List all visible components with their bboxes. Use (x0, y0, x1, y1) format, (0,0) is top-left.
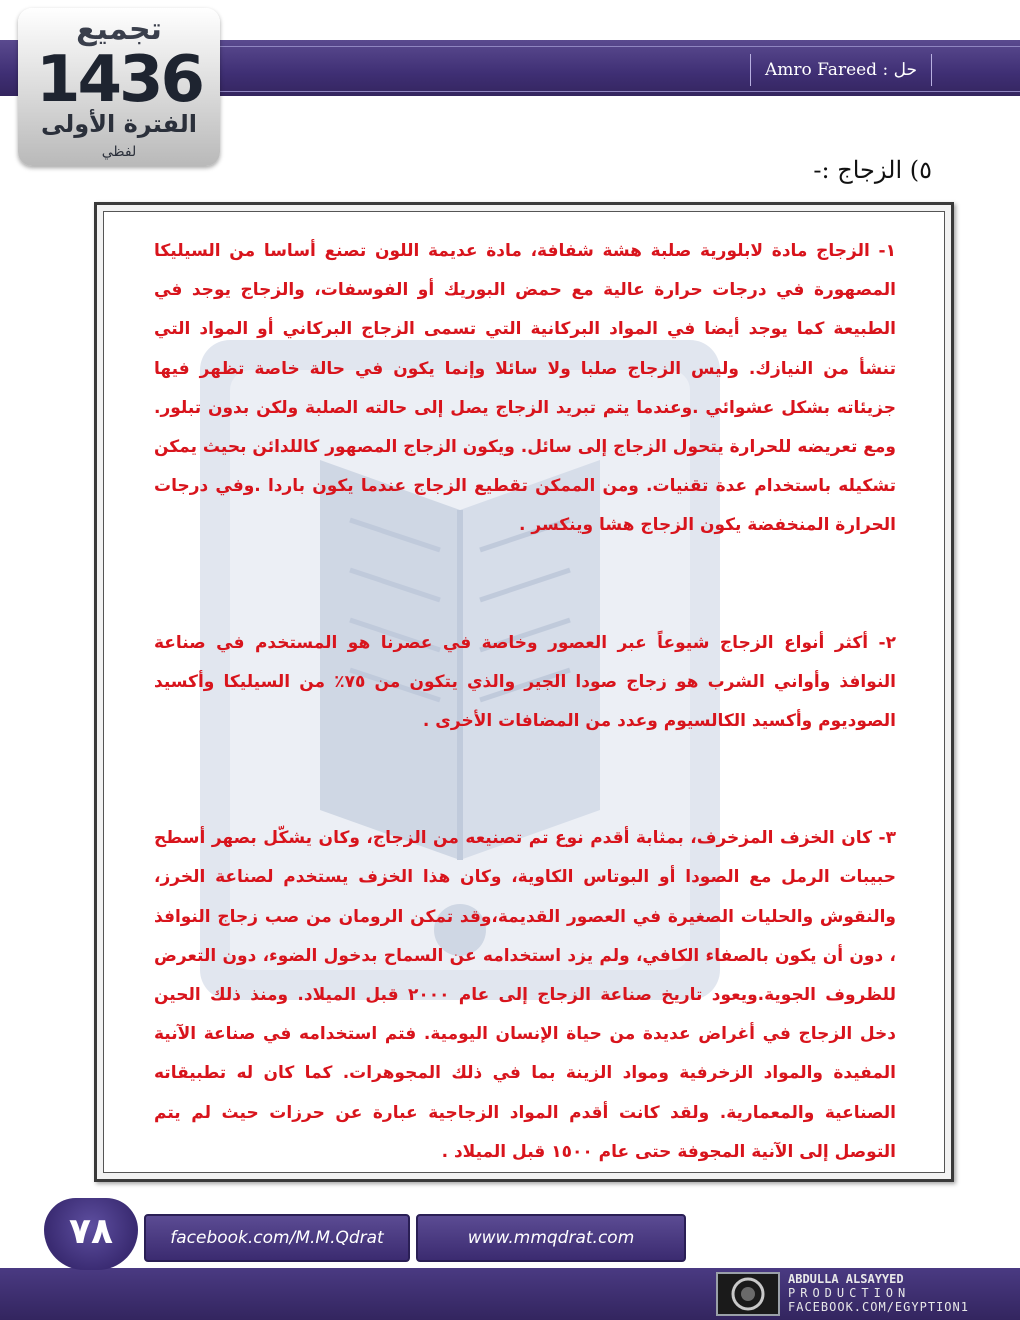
website-link[interactable]: www.mmqdrat.com (416, 1214, 686, 1262)
producer-role: PRODUCTION (788, 1286, 911, 1300)
page-number-badge: ٧٨ (44, 1198, 138, 1270)
producer-page: FACEBOOK.COM/EGYPTION1 (788, 1300, 969, 1314)
logo-year: 1436 (35, 43, 203, 117)
producer-name: ABDULLA ALSAYYED (788, 1272, 904, 1286)
paragraph-2: ٢- أكثر أنواع الزجاج شيوعاً عبر العصور وخاصة في عصرنا هو المستخدم في صناعة النوافذ وأواني الشرب هو زجاج صودا الجير والذي يتكون من ٧٥٪ من السيليكا وأكسيد الصوديوم وأكسيد الكالسيوم وعدد من المضافات الأخرى . (154, 632, 897, 732)
camera-lens-icon (716, 1272, 780, 1316)
paragraph-3: ٣- كان الخزف المزخرف، بمثابة أقدم نوع تم تصنيعه من الزجاج، وكان يشكّل بصهر أسطح حبيبات الرمل مع الصودا أو البوتاس الكاوية، وكان هذا الخزف يستخدم لصناعة الخرز، والنقوش والحليات الصغيرة في العصور القديمة،وقد تمكن الرومان من صب زجاج النوافذ ، دون أن يكون بالصفاء الكافي، ولم يزد استخدامه عن السماح بدخول الضوء، دون التعرض للظروف الجوية.ويعود تاريخ صناعة الزجاج إلى عام ٢٠٠٠ قبل الميلاد. ومنذ ذلك الحين دخل الزجاج في أغراض عديدة من حياة الإنسان اليومية. فتم استخدامه في صناعة الآنية المفيدة والمواد الزخرفية ومواد الزينة بما في ذلك المجوهرات. كما كان له تطبيقاته الصناعية والمعمارية. ولقد كانت أقدم المواد الزجاجية عبارة عن حرزات حيث لم يتم التوصل إلى الآنية المجوفة حتى عام ١٥٠٠ قبل الميلاد . (154, 828, 896, 1162)
logo-word: تجميع (76, 12, 162, 47)
collection-logo (18, 8, 220, 166)
producer-credit (716, 1272, 1016, 1316)
facebook-link[interactable]: facebook.com/M.M.Qdrat (144, 1214, 410, 1262)
author-credit: حل : Amro Fareed (750, 54, 932, 86)
section-heading: ٥) الزجاج :- (813, 156, 932, 184)
paragraph-1: ١- الزجاج مادة لابلورية صلبة هشة شفافة، مادة عديمة اللون تصنع أساسا من السيليكا المصهورة في درجات حرارة عالية مع حمض البوريك أو الفوسفات، والزجاج يوجد في الطبيعة كما يوجد أيضا في المواد البركانية التي تسمى الزجاج البركاني أو المواد التي تنشأ من النيازك. وليس الزجاج صلبا ولا سائلا وإنما يكون في حالة خاصة تظهر فيها جزيئاته بشكل عشوائي .وعندما يتم تبريد الزجاج يصل إلى حالته الصلبة ولكن بدون تبلور. ومع تعريضه للحرارة يتحول الزجاج إلى سائل. ويكون الزجاج المصهور كاللدائن بحيث يمكن تشكيله باستخدام عدة تقنيات. ومن الممكن تقطيع الزجاج عندما يكون باردا .وفي درجات الحرارة المنخفضة يكون الزجاج هشا وينكسر . (154, 241, 896, 536)
article-body (154, 232, 896, 1172)
logo-subtitle: لفظي (101, 144, 137, 160)
content-panel (103, 211, 945, 1173)
content-frame (94, 202, 954, 1182)
logo-period: الفترة الأولى (40, 110, 198, 138)
